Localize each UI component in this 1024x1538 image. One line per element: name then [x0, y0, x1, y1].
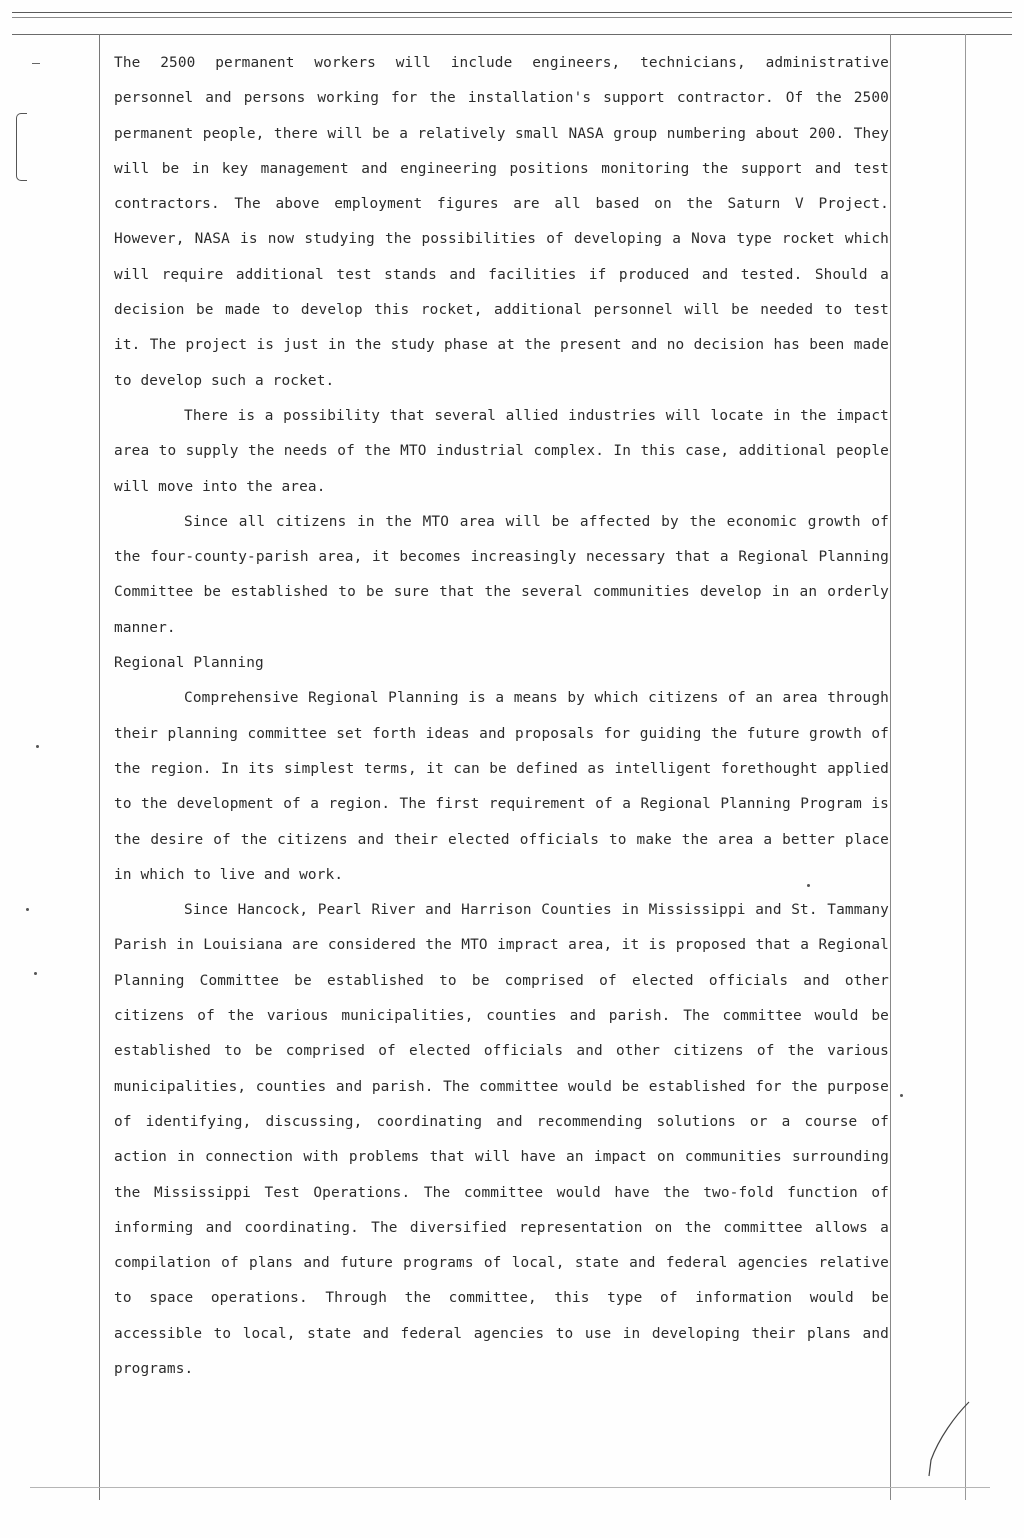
scan-dot-mark — [36, 745, 39, 748]
top-rule — [12, 34, 1012, 35]
body-paragraph: Comprehensive Regional Planning is a means by which citizens of an area through their planning committee set forth ideas and proposals for guiding the future growth of the region. In its simplest terms, it can be defined as intelligent forethought applied to the development of a region. The first requirement of a Regional Planning Program is the desire of the citizens and their elected officials to make the area a better place in which to live and work. — [114, 690, 889, 883]
bottom-rule — [30, 1487, 990, 1488]
body-paragraph: There is a possibility that several allied industries will locate in the impact area to supply the needs of the MTO industrial complex. In this case, additional people will move into the area. — [114, 407, 889, 495]
margin-dash-mark — [32, 63, 40, 64]
scan-dot-mark — [900, 1094, 903, 1097]
right-margin-line — [965, 34, 966, 1500]
scan-dot-mark — [34, 972, 37, 975]
right-margin-line — [890, 34, 891, 1500]
top-rule — [12, 17, 1012, 18]
scan-dot-mark — [26, 908, 29, 911]
margin-bracket-mark — [16, 113, 27, 181]
top-rule — [12, 12, 1012, 13]
body-paragraph: Since all citizens in the MTO area will be affected by the economic growth of the four-county-parish area, it becomes increasingly necessary that a Regional Planning Committee be established to be sure that the several communities develop in an orderly manner. — [114, 513, 889, 636]
section-heading: Regional Planning — [114, 655, 264, 672]
left-margin-line — [99, 34, 100, 1500]
body-paragraph: The 2500 permanent workers will include engineers, technicians, administrative personnel and persons working for the installation's support contractor. Of the 2500 permanent people, there will be a relatively small NASA group numbering about 200. They will be in key management and engineering positions monitoring the support and test contractors. The above employment figures are all based on the Saturn V Project. However, NASA is now studying the possibilities of developing a Nova type rocket which will require additional test stands and facilities if produced and tested. Should a decision be made to develop this rocket, additional personnel will be needed to test it. The project is just in the study phase at the present and no decision has been made to develop such a rocket. — [114, 55, 889, 389]
document-body — [114, 46, 889, 1387]
body-paragraph: Since Hancock, Pearl River and Harrison Counties in Mississippi and St. Tammany Parish in Louisiana are considered the MTO impract area, it is proposed that a Regional Planning Committee be established to be comprised of elected officials and other citizens of the various municipalities, counties and parish. The committee would be established to be comprised of elected officials and other citizens of the various municipalities, counties and parish. The committee would be established for the purpose of identifying, discussing, coordinating and recommending solutions or a course of action in connection with problems that will have an impact on communities surrounding the Mississippi Test Operations. The committee would have the two-fold function of informing and coordinating. The diversified representation on the committee allows a compilation of plans and future programs of local, state and federal agencies relative to space operations. Through the committee, this type of information would be accessible to local, state and federal agencies to use in developing their plans and programs. — [114, 902, 889, 1377]
pen-stroke-mark — [925, 1398, 971, 1478]
